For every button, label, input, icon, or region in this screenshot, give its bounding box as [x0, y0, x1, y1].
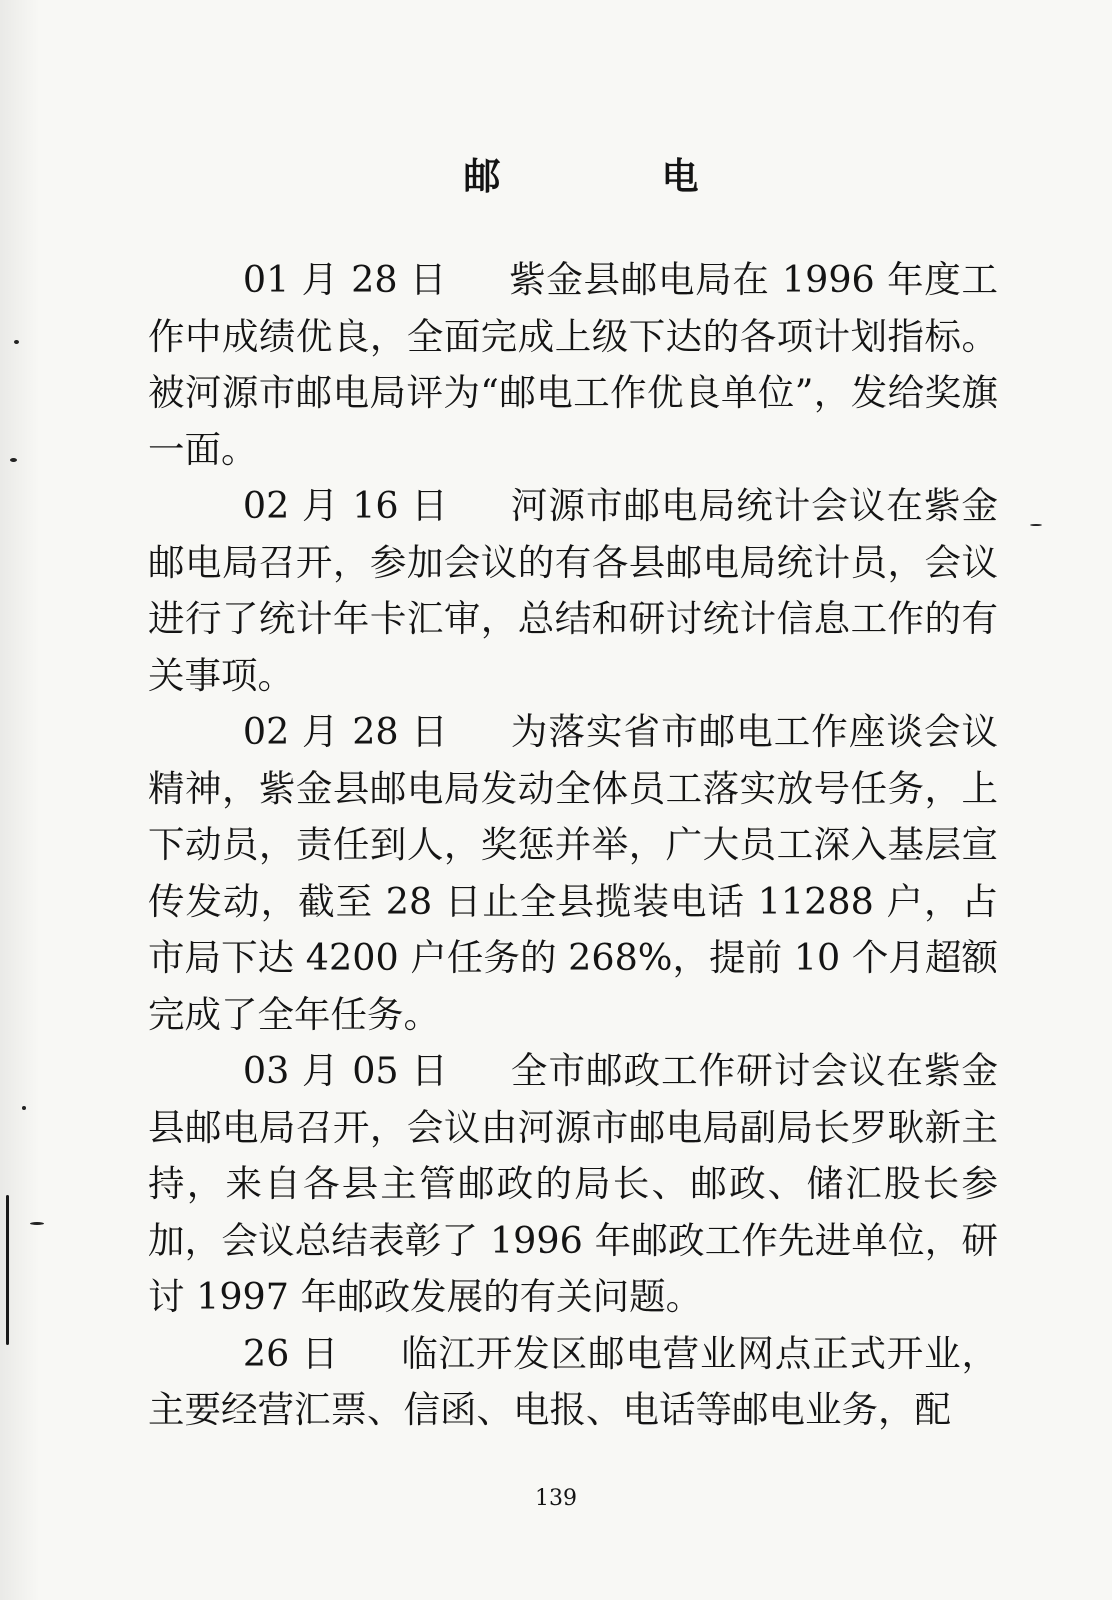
entry-text: 为落实省市邮电工作座谈会议精神，紫金县邮电局发动全体员工落实放号任务，上下动员，责任到人，奖惩并举，广大员工深入基层宣传发动，截至 28 日止全县揽装电话 11288 户，占市局下达 4200 户任务的 268%，提前 10 个月超额完成了全年任务。: [148, 710, 998, 1036]
page-number: 139: [535, 1486, 577, 1511]
scan-speck: [30, 1222, 44, 1225]
chronicle-body: [148, 252, 998, 1439]
entry-text: 全市邮政工作研讨会议在紫金县邮电局召开，会议由河源市邮电局副局长罗耿新主持，来自各县主管邮政的局长、邮政、储汇股长参加，会议总结表彰了 1996 年邮政工作先进单位，研讨 1997 年邮政发展的有关问题。: [148, 1049, 998, 1318]
entry-date: 03 月 05 日: [242, 1049, 449, 1092]
entry-date: 02 月 16 日: [242, 484, 449, 527]
entry-text: 河源市邮电局统计会议在紫金邮电局召开，参加会议的有各县邮电局统计员，会议进行了统计年卡汇审，总结和研讨统计信息工作的有关事项。: [148, 484, 998, 697]
scan-speck: [22, 1106, 26, 1110]
chronicle-entry: [148, 704, 998, 1043]
page-title: 邮 电: [463, 154, 761, 198]
chronicle-entry: [148, 252, 998, 478]
entry-date: 26 日: [242, 1331, 340, 1375]
scan-edge-shadow: [0, 0, 40, 1600]
chronicle-entry: [148, 478, 998, 704]
scan-speck: [14, 340, 19, 344]
chronicle-entry: [148, 1326, 998, 1439]
scan-edge-mark: [6, 1195, 9, 1345]
scan-speck: [1030, 524, 1042, 526]
chronicle-entry: [148, 1043, 998, 1326]
entry-text: 临江开发区邮电营业网点正式开业，主要经营汇票、信函、电报、电话等邮电业务，配: [148, 1331, 998, 1431]
entry-date: 01 月 28 日: [242, 258, 448, 301]
entry-text: 紫金县邮电局在 1996 年度工作中成绩优良，全面完成上级下达的各项计划指标。被河源市邮电局评为“邮电工作优良单位”，发给奖旗一面。: [148, 258, 998, 471]
scan-speck: [10, 458, 17, 462]
entry-date: 02 月 28 日: [242, 710, 449, 753]
